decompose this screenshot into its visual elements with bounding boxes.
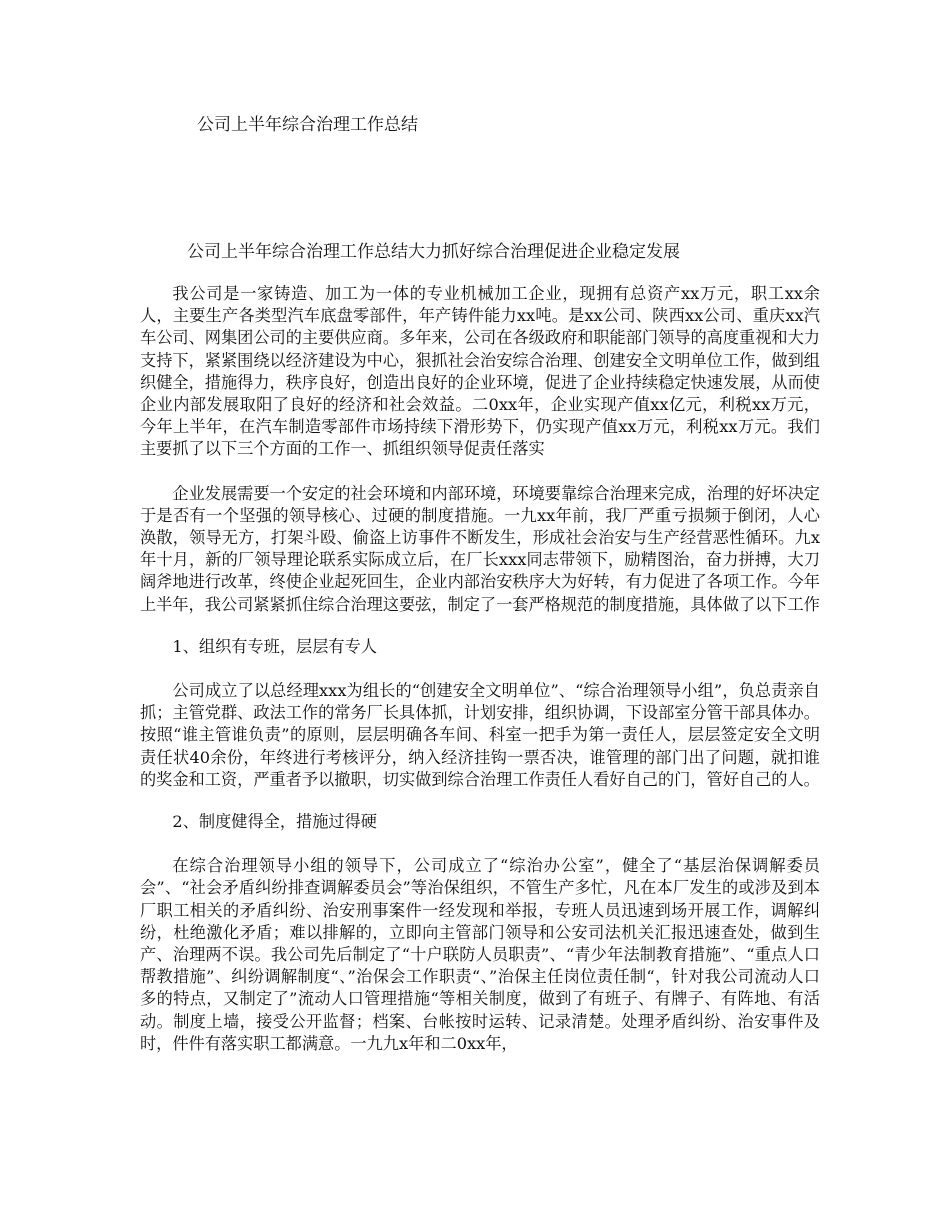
section-heading-1: 1、组织有专班，层层有专人 <box>172 636 377 656</box>
paragraph-intro: 我公司是一家铸造、加工为一体的专业机械加工企业，现拥有总资产xx万元，职工xx余人，主要生产各类型汽车底盘零部件，年产铸件能力xx吨。是xx公司、陕西xx公司、重庆xx汽车公司、网集团公司的主要供应商。多年来，公司在各级政府和职能部门领导的高度重视和大力支持下，紧紧围绕以经济建设为中心，狠抓社会治安综合治理、创建安全文明单位工作，做到组织健全，措施得力，秩序良好，创造出良好的企业环境，促进了企业持续稳定快速发展，从而使企业内部发展取阳了良好的经济和社会效益。二0xx年，企业实现产值xx亿元，利税xx万元，今年上半年，在汽车制造零部件市场持续下滑形势下，仍实现产值xx万元，利税xx万元。我们主要抓了以下三个方面的工作一、抓组织领导促责任落实 <box>140 284 820 459</box>
document-subtitle: 公司上半年综合治理工作总结大力抓好综合治理促进企业稳定发展 <box>187 242 680 262</box>
paragraph-background: 企业发展需要一个安定的社会环境和内部环境，环境要靠综合治理来完成，治理的好坏决定于是否有一个坚强的领导核心、过硬的制度措施。一九xx年前，我厂严重亏损频于倒闭，人心涣散，领导无方，打架斗殴、偷盗上访事件不断发生，形成社会治安与生产经营恶性循环。九x年十月，新的厂领导理论联系实际成立后，在厂长xxx同志带领下，励精图治，奋力拼搏，大刀阔斧地进行改革，终使企业起死回生，企业内部治安秩序大为好转，有力促进了各项工作。今年上半年，我公司紧紧抓住综合治理这要弦，制定了一套严格规范的制度措施，具体做了以下工作 <box>140 483 820 614</box>
document-title: 公司上半年综合治理工作总结 <box>197 115 418 135</box>
paragraph-organization: 公司成立了以总经理xxx为组长的“创建安全文明单位”、“综合治理领导小组”，负总责亲自抓；主管党群、政法工作的常务厂长具体抓，计划安排，组织协调，下设部室分管干部具体办。按照“谁主管谁负责”的原则，层层明确各车间、科室一把手为第一责任人，层层签定安全文明责任状40余份，年终进行考核评分，纳入经济挂钩一票否决，谁管理的部门出了问题，就扣谁的奖金和工资，严重者予以撤职，切实做到综合治理工作责任人看好自己的门，管好自己的人。 <box>140 681 820 789</box>
section-heading-2: 2、制度健得全，措施过得硬 <box>172 812 377 832</box>
paragraph-measures: 在综合治理领导小组的领导下，公司成立了“综治办公室”，健全了“基层治保调解委员会”、“社会矛盾纠纷排查调解委员会”等治保组织，不管生产多忙，凡在本厂发生的或涉及到本厂职工相关的矛盾纠纷、治安刑事案件一经发现和举报，专班人员迅速到场开展工作，调解纠纷，杜绝激化矛盾；难以排解的，立即向主管部门领导和公安司法机关汇报迅速查处，做到生产、治理两不误。我公司先后制定了“十户联防人员职责”、“青少年法制教育措施”、“重点人口帮教措施”、纠纷调解制度“、”治保会工作职责“、”治保主任岗位责任制“，针对我公司流动人口多的特点，又制定了”流动人口管理措施“等相关制度，做到了有班子、有牌子、有阵地、有活动。制度上墙，接受公开监督；档案、台帐按时运转、记录清楚。处理矛盾纠纷、治安事件及时，件件有落实职工都满意。一九九x年和二0xx年， <box>140 856 820 1053</box>
document-body <box>140 283 820 1055</box>
